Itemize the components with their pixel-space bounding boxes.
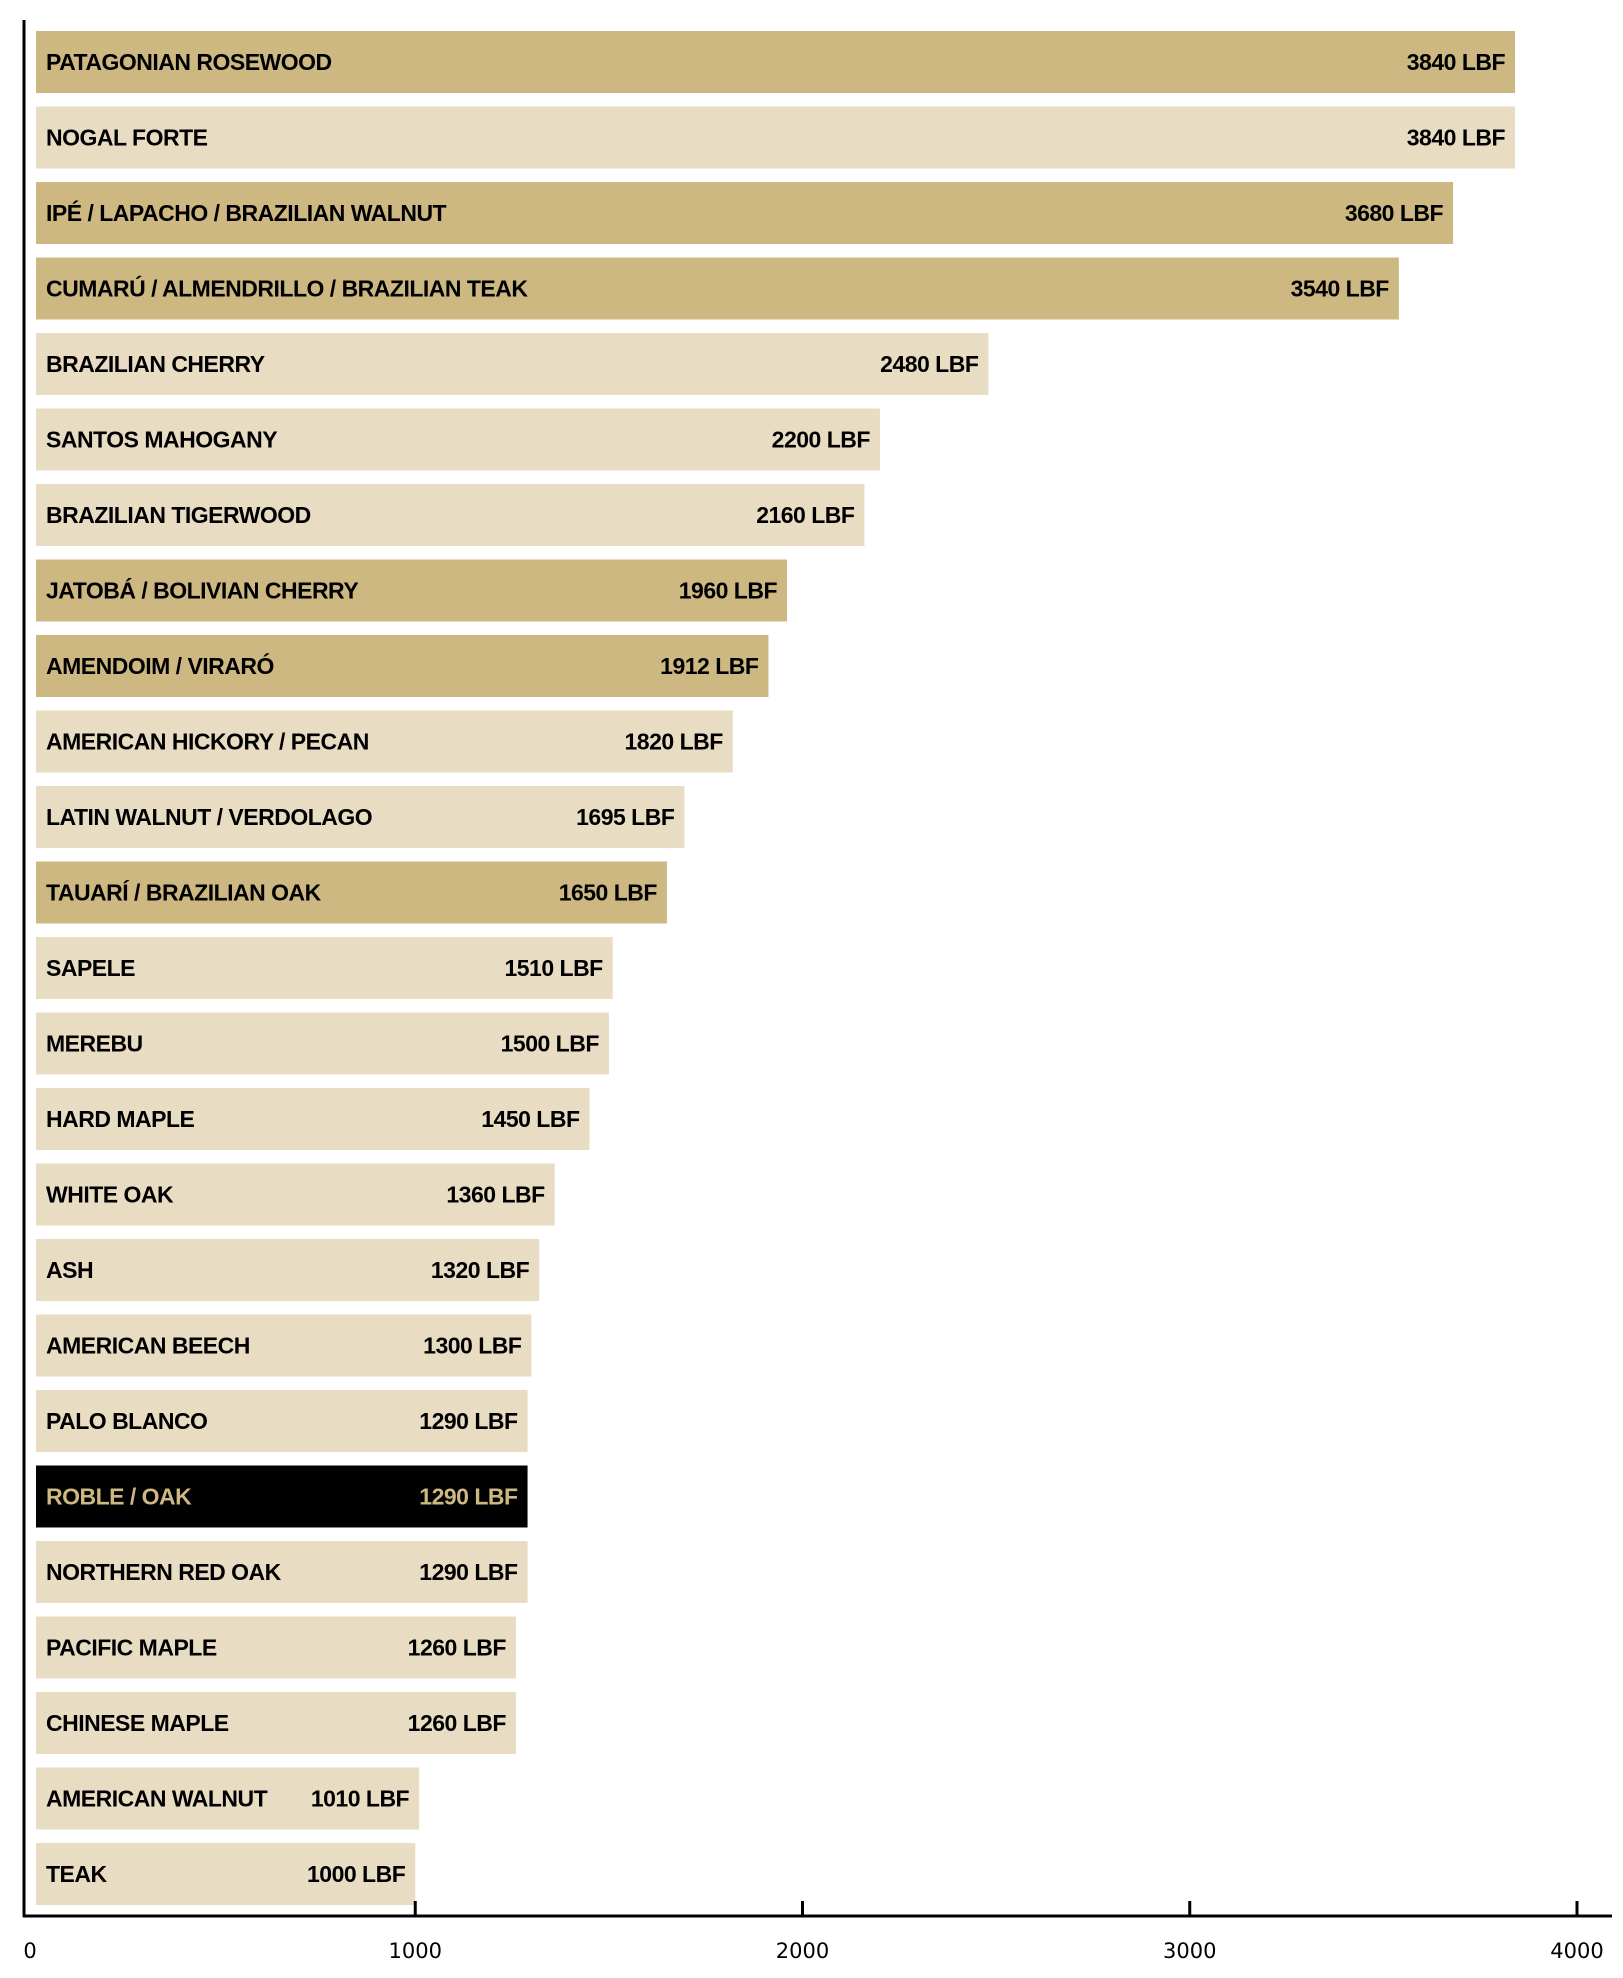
x-tick-label: 3000 (1163, 1939, 1217, 1963)
bar-category-label: AMERICAN HICKORY / PECAN (46, 728, 369, 755)
bar-category-label: WHITE OAK (46, 1181, 174, 1208)
bar-value-label: 1650 LBF (558, 879, 657, 906)
bar-category-label: AMENDOIM / VIRARÓ (46, 653, 274, 679)
x-tick-label: 4000 (1550, 1939, 1604, 1963)
bar-value-label: 1320 LBF (430, 1257, 530, 1283)
bar-category-label: SAPELE (46, 955, 136, 981)
bars-group (36, 31, 1515, 1905)
bar-category-label: AMERICAN WALNUT (46, 1785, 268, 1812)
bar-category-label: PATAGONIAN ROSEWOOD (46, 49, 332, 75)
bar-value-label: 1960 LBF (678, 577, 778, 604)
bar-value-label: 1695 LBF (576, 804, 675, 830)
bar-category-label: ROBLE / OAK (46, 1483, 192, 1510)
bar-value-label: 2200 LBF (771, 426, 870, 453)
x-tick-label: 1000 (388, 1939, 442, 1963)
x-tick-label: 0 (23, 1939, 37, 1963)
bar-value-label: 1360 LBF (446, 1181, 545, 1208)
bar-value-label: 1820 LBF (624, 728, 723, 755)
bar-category-label: AMERICAN BEECH (46, 1332, 250, 1359)
bar-category-label: CHINESE MAPLE (46, 1710, 229, 1736)
bar-category-label: BRAZILIAN TIGERWOOD (46, 502, 311, 528)
bar-value-label: 1912 LBF (660, 653, 759, 679)
bar-value-label: 1450 LBF (481, 1106, 580, 1132)
bar-value-label: 1260 LBF (407, 1710, 506, 1736)
bar-category-label: NOGAL FORTE (46, 124, 208, 151)
bar-category-label: NORTHERN RED OAK (46, 1559, 281, 1585)
bar-value-label: 1290 LBF (419, 1483, 518, 1510)
bar-category-label: PALO BLANCO (46, 1408, 208, 1434)
bar-value-label: 1010 LBF (310, 1785, 410, 1812)
bar-category-label: MEREBU (46, 1030, 143, 1057)
bar-value-label: 1290 LBF (419, 1559, 518, 1585)
bar-category-label: BRAZILIAN CHERRY (46, 351, 265, 377)
bar-category-label: PACIFIC MAPLE (46, 1634, 217, 1661)
bar-value-label: 3840 LBF (1406, 49, 1506, 75)
bar-value-label: 3540 LBF (1290, 275, 1389, 302)
bar-category-label: LATIN WALNUT / VERDOLAGO (46, 804, 373, 830)
bar-category-label: ASH (46, 1257, 94, 1283)
bar-category-label: SANTOS MAHOGANY (46, 426, 278, 453)
bar-value-label: 2480 LBF (880, 351, 979, 377)
bar-value-label: 1290 LBF (419, 1408, 518, 1434)
bar-value-label: 1000 LBF (306, 1861, 406, 1887)
bar-value-label: 2160 LBF (756, 502, 855, 528)
bar-value-label: 3840 LBF (1406, 124, 1506, 151)
bar-value-label: 1500 LBF (500, 1030, 599, 1057)
bar-category-label: HARD MAPLE (46, 1106, 195, 1132)
bar-value-label: 1260 LBF (407, 1634, 506, 1661)
bar-category-label: TAUARÍ / BRAZILIAN OAK (46, 879, 321, 906)
bar-category-label: IPÉ / LAPACHO / BRAZILIAN WALNUT (46, 200, 447, 226)
bar-value-label: 1300 LBF (423, 1332, 522, 1359)
bar-category-label: TEAK (46, 1861, 107, 1887)
bar-category-label: JATOBÁ / BOLIVIAN CHERRY (46, 577, 359, 604)
bar-category-label: CUMARÚ / ALMENDRILLO / BRAZILIAN TEAK (46, 275, 528, 302)
bar-value-label: 1510 LBF (504, 955, 603, 981)
bar-value-label: 3680 LBF (1344, 200, 1444, 226)
x-axis-ticks (23, 1901, 1603, 1963)
bar (36, 107, 1515, 169)
x-tick-label: 2000 (775, 1939, 830, 1963)
